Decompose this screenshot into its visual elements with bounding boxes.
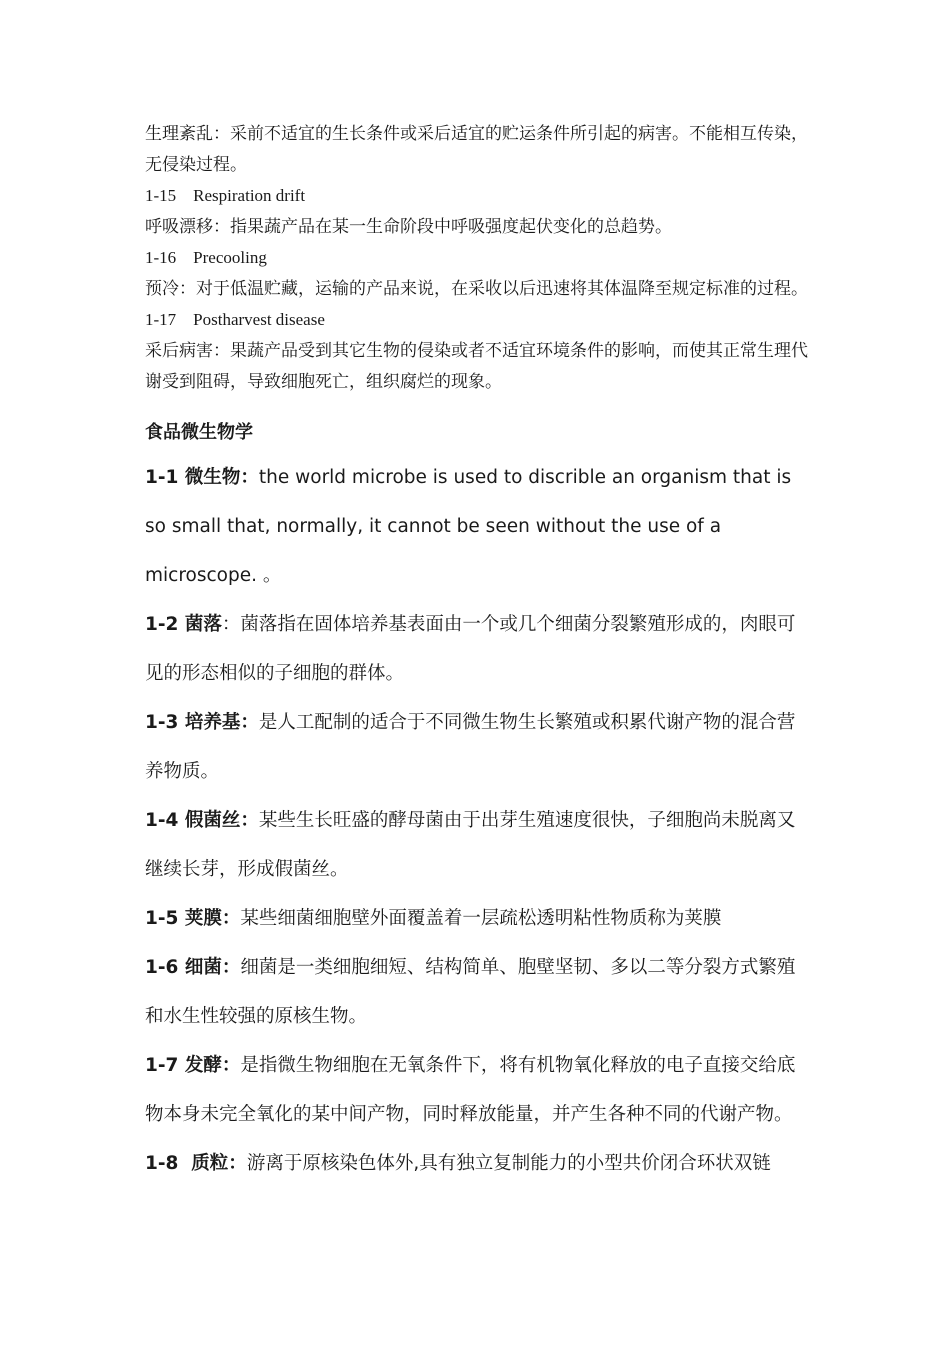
entry-culture-medium — [145, 698, 813, 796]
entry-text: the world microbe is used to discrible an organism that is so small that, normally, it cannot be seen without the use of a microscope. 。 — [145, 467, 792, 586]
entry-colony — [145, 600, 813, 698]
term-respiration-drift: 1-15 Respiration drift — [145, 186, 306, 205]
section-heading: 食品微生物学 — [145, 422, 253, 443]
entry-text: 是指微生物细胞在无氧条件下，将有机物氧化释放的电子直接交给底物本身未完全氧化的某中间产物，同时释放能量，并产生各种不同的代谢产物。 — [145, 1055, 796, 1125]
entry-label: 1-8 质粒： — [145, 1153, 247, 1174]
entry-label: 1-6 细菌： — [145, 957, 241, 978]
entry-plasmid — [145, 1139, 813, 1188]
entry-text: 是人工配制的适合于不同微生物生长繁殖或积累代谢产物的混合营养物质。 — [145, 712, 796, 782]
postharvest-terms — [145, 118, 813, 397]
entry-text: 某些生长旺盛的酵母菌由于出芽生殖速度很快，子细胞尚未脱离又继续长芽，形成假菌丝。 — [145, 810, 796, 880]
entry-text: 细菌是一类细胞细短、结构简单、胞壁坚韧、多以二等分裂方式繁殖和水生性较强的原核生物。 — [145, 957, 796, 1027]
entry-label: 1-2 菌落 — [145, 614, 222, 635]
entry-label: 1-3 培养基： — [145, 712, 259, 733]
entry-bacteria — [145, 943, 813, 1041]
entry-text: 游离于原核染色体外,具有独立复制能力的小型共价闭合环状双链 — [246, 1153, 771, 1174]
page-content — [145, 118, 813, 1188]
entry-label: 1-1 微生物： — [145, 467, 259, 488]
entry-label: 1-5 荚膜： — [145, 908, 241, 929]
term-precooling: 1-16 Precooling — [145, 248, 267, 267]
definition-physiological-disorder: 生理紊乱：采前不适宜的生长条件或采后适宜的贮运条件所引起的病害。不能相互传染，无侵染过程。 — [145, 124, 808, 174]
entry-text: ：菌落指在固体培养基表面由一个或几个细菌分裂繁殖形成的，肉眼可见的形态相似的子细胞的群体。 — [145, 614, 796, 684]
entry-label: 1-4 假菌丝： — [145, 810, 259, 831]
entry-fermentation — [145, 1041, 813, 1139]
entry-pseudohypha — [145, 796, 813, 894]
microbiology-terms — [145, 453, 813, 1188]
entry-label: 1-7 发酵： — [145, 1055, 241, 1076]
definition-precooling: 预冷：对于低温贮藏，运输的产品来说，在采收以后迅速将其体温降至规定标准的过程。 — [145, 279, 808, 298]
entry-capsule — [145, 894, 813, 943]
entry-text: 某些细菌细胞壁外面覆盖着一层疏松透明粘性物质称为荚膜 — [240, 908, 722, 929]
term-postharvest-disease: 1-17 Postharvest disease — [145, 310, 325, 329]
entry-microbe — [145, 453, 813, 600]
definition-postharvest-disease: 采后病害：果蔬产品受到其它生物的侵染或者不适宜环境条件的影响，而使其正常生理代谢受到阻碍，导致细胞死亡，组织腐烂的现象。 — [145, 341, 808, 391]
definition-respiration-drift: 呼吸漂移：指果蔬产品在某一生命阶段中呼吸强度起伏变化的总趋势。 — [145, 217, 672, 236]
